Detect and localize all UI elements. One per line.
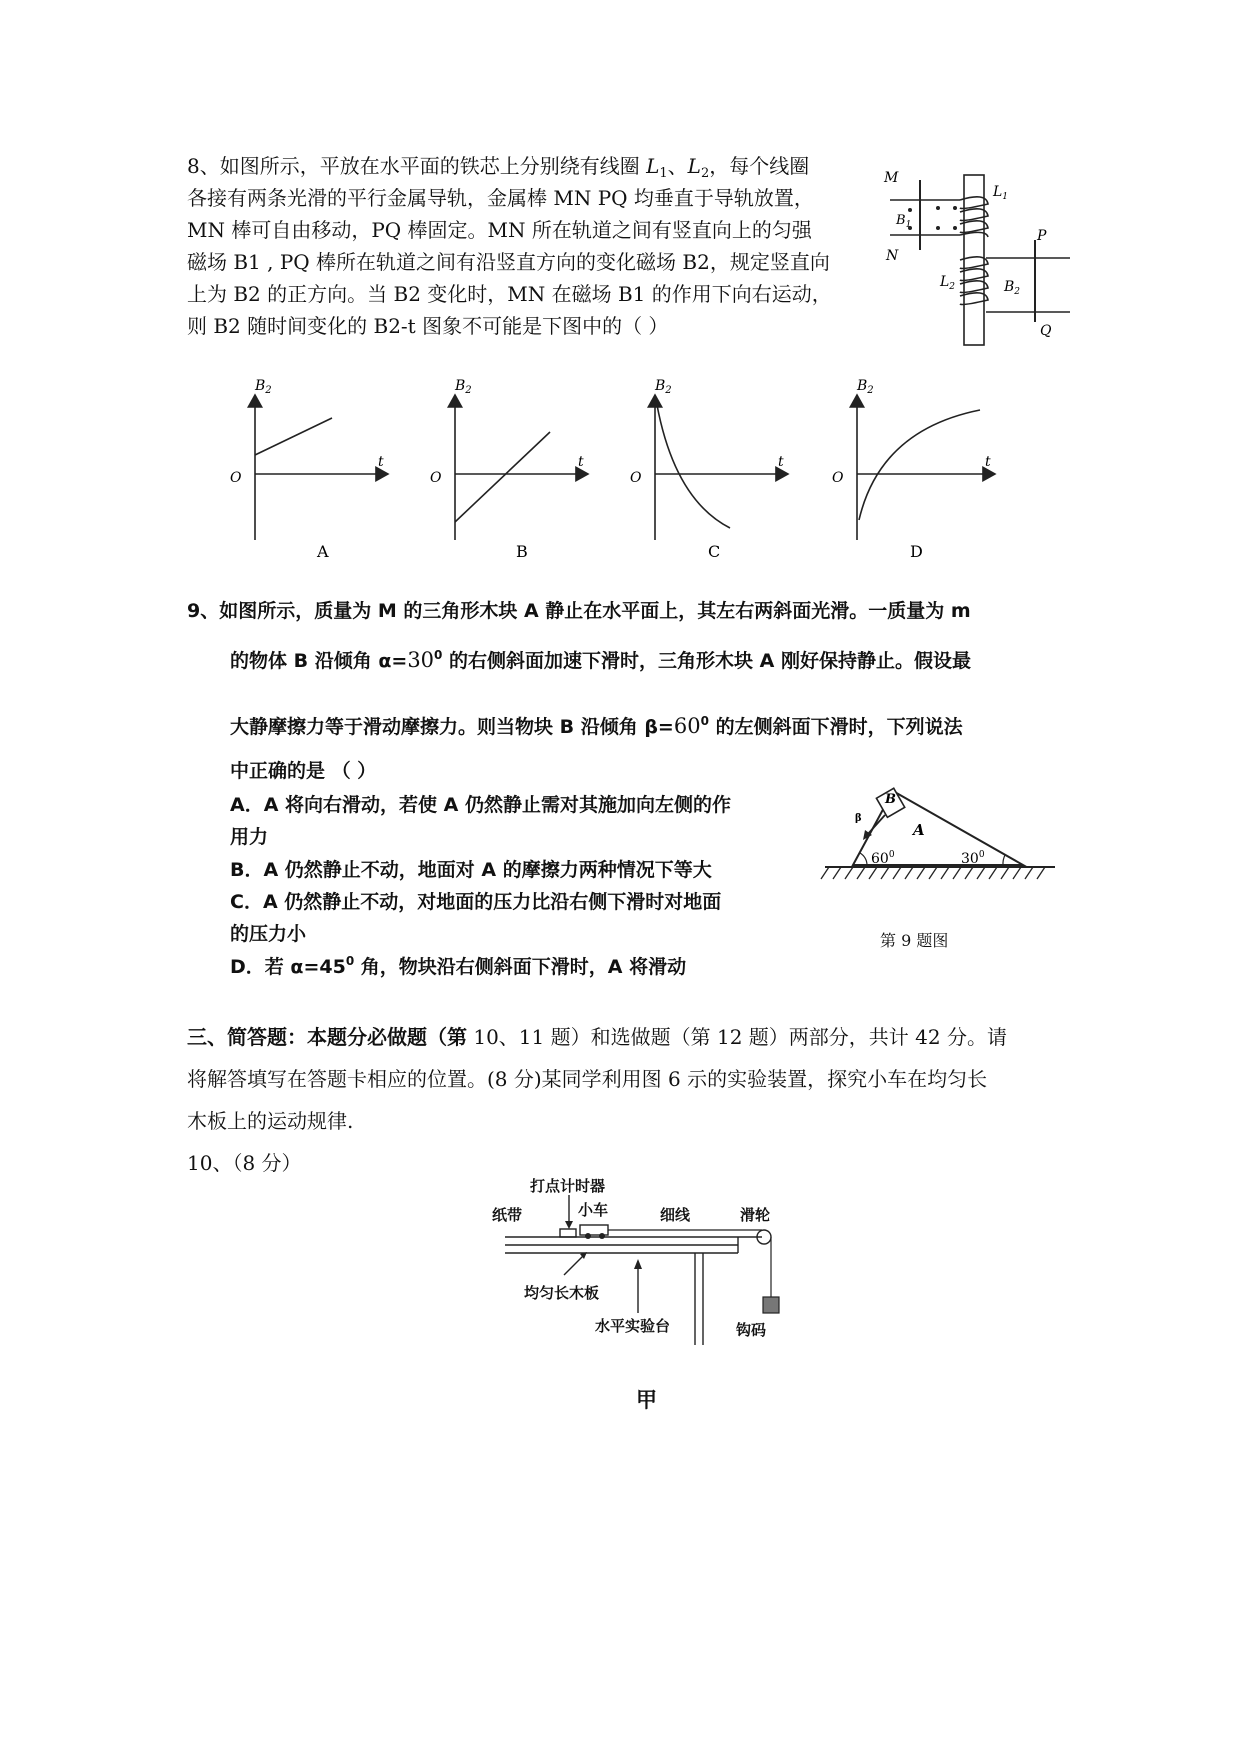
graph-c-xlabel: t bbox=[778, 454, 784, 470]
label-board: 均匀长木板 bbox=[524, 1284, 600, 1302]
graph-c-origin: O bbox=[630, 470, 642, 486]
graph-b-xlabel: t bbox=[578, 454, 584, 470]
label-Q: Q bbox=[1040, 323, 1052, 339]
graph-a bbox=[230, 378, 388, 561]
q8-line-3: MN 棒可自由移动，PQ 棒固定。MN 所在轨道之间有竖直向上的匀强 bbox=[187, 218, 812, 242]
label-B2: $B_2$ bbox=[1004, 279, 1021, 297]
section-3-line-1: 三、简答题：本题分必做题（第 10、11 题）和选做题（第 12 题）两部分，共计 42 分。请 bbox=[187, 1025, 1007, 1049]
graph-b bbox=[430, 378, 588, 561]
q8-line-1: 8、如图所示，平放在水平面的铁芯上分别绕有线圈 $L_1$、$L_2$，每个线圈 bbox=[187, 154, 810, 181]
question-8-text bbox=[187, 150, 877, 342]
label-weight: 钩码 bbox=[736, 1321, 767, 1339]
label-N: N bbox=[886, 248, 899, 264]
graph-a-ylabel: $B_2$ bbox=[255, 378, 272, 396]
q9-line-4: 中正确的是 （ ） bbox=[230, 760, 377, 782]
q9-line-2: 的物体 B 沿倾角 $\alpha=30^0$ 的右侧斜面加速下滑时，三角形木块 A 刚好保持静止。假设最 bbox=[230, 648, 971, 672]
q9-line-1: 9、如图所示，质量为 M 的三角形木块 A 静止在水平面上，其左右两斜面光滑。一质量为 m bbox=[187, 600, 971, 622]
label-timer: 打点计时器 bbox=[530, 1177, 606, 1195]
graph-d-curve bbox=[859, 410, 980, 520]
graph-b-letter: B bbox=[516, 542, 528, 561]
section-3-line-2: 将解答填写在答题卡相应的位置。(8 分)某同学利用图 6 示的实验装置，探究小车在均匀长 bbox=[187, 1067, 988, 1091]
q9-wedge-figure bbox=[815, 775, 1060, 895]
graph-a-origin: O bbox=[230, 470, 242, 486]
q9-option-c-line-2: 的压力小 bbox=[230, 923, 307, 945]
graph-b-line bbox=[455, 432, 550, 522]
q8-coil-rail-figure bbox=[880, 160, 1080, 350]
label-string: 细线 bbox=[660, 1206, 691, 1224]
apparatus-caption: 甲 bbox=[636, 1388, 657, 1412]
q8-line-5: 上为 B2 的正方向。当 B2 变化时，MN 在磁场 B1 的作用下向右运动， bbox=[187, 282, 832, 306]
graph-d-ylabel: $B_2$ bbox=[857, 378, 874, 396]
label-beta: β bbox=[855, 813, 862, 824]
q9-line-3: 大静摩擦力等于滑动摩擦力。则当物块 B 沿倾角 $\beta=60^0$ 的左侧斜面下滑时，下列说法 bbox=[230, 714, 963, 738]
q8-line-2: 各接有两条光滑的平行金属导轨，金属棒 MN PQ 均垂直于导轨放置， bbox=[187, 186, 814, 210]
graph-a-xlabel: t bbox=[378, 454, 384, 470]
q9-option-a-line-2: 用力 bbox=[230, 826, 269, 848]
label-B: B bbox=[885, 792, 896, 807]
label-M: M bbox=[884, 170, 899, 186]
q9-option-b: B．A 仍然静止不动，地面对 A 的摩擦力两种情况下等大 bbox=[230, 859, 712, 881]
graph-c bbox=[630, 378, 788, 561]
question-10-heading: 10、（8 分） bbox=[187, 1151, 302, 1175]
label-P: P bbox=[1037, 228, 1047, 244]
q10-apparatus-figure bbox=[480, 1175, 800, 1350]
q9-option-c-line-1: C．A 仍然静止不动，对地面的压力比沿右侧下滑时对地面 bbox=[230, 891, 722, 913]
graph-d-origin: O bbox=[832, 470, 844, 486]
graph-b-ylabel: $B_2$ bbox=[455, 378, 472, 396]
graph-d bbox=[832, 378, 995, 561]
section-3-line-3: 木板上的运动规律. bbox=[187, 1109, 354, 1133]
label-cart: 小车 bbox=[578, 1201, 609, 1219]
label-table: 水平实验台 bbox=[595, 1317, 671, 1335]
q9-option-d: D．若 $\alpha=45^0$ 角，物块沿右侧斜面下滑时，A 将滑动 bbox=[230, 954, 687, 978]
label-tape: 纸带 bbox=[492, 1206, 523, 1224]
graph-d-letter: D bbox=[910, 542, 923, 561]
graph-a-letter: A bbox=[317, 542, 329, 561]
label-pulley: 滑轮 bbox=[740, 1206, 771, 1224]
q8-line-4: 磁场 B1 , PQ 棒所在轨道之间有沿竖直方向的变化磁场 B2，规定竖直向 bbox=[187, 250, 830, 274]
label-60: $60^0$ bbox=[871, 850, 895, 867]
label-30: $30^0$ bbox=[961, 850, 985, 867]
q9-option-a-line-1: A．A 将向右滑动，若使 A 仍然静止需对其施加向左侧的作 bbox=[230, 794, 731, 816]
graph-d-xlabel: t bbox=[985, 454, 991, 470]
graph-c-ylabel: $B_2$ bbox=[655, 378, 672, 396]
graph-c-letter: C bbox=[708, 542, 721, 561]
label-A: A bbox=[913, 821, 925, 839]
label-L2: $L_2$ bbox=[940, 274, 956, 292]
graph-a-line bbox=[255, 418, 332, 455]
q8-graphs bbox=[220, 370, 1150, 570]
graph-b-origin: O bbox=[430, 470, 442, 486]
graph-c-curve bbox=[657, 405, 730, 528]
section-3-text bbox=[187, 1016, 1067, 1184]
label-L1: $L_1$ bbox=[993, 184, 1009, 202]
label-B1: $B_1$ bbox=[896, 213, 912, 230]
q8-line-6: 则 B2 随时间变化的 B2-t 图象不可能是下图中的（ ） bbox=[187, 314, 669, 338]
q9-figure-caption: 第 9 题图 bbox=[880, 931, 949, 950]
